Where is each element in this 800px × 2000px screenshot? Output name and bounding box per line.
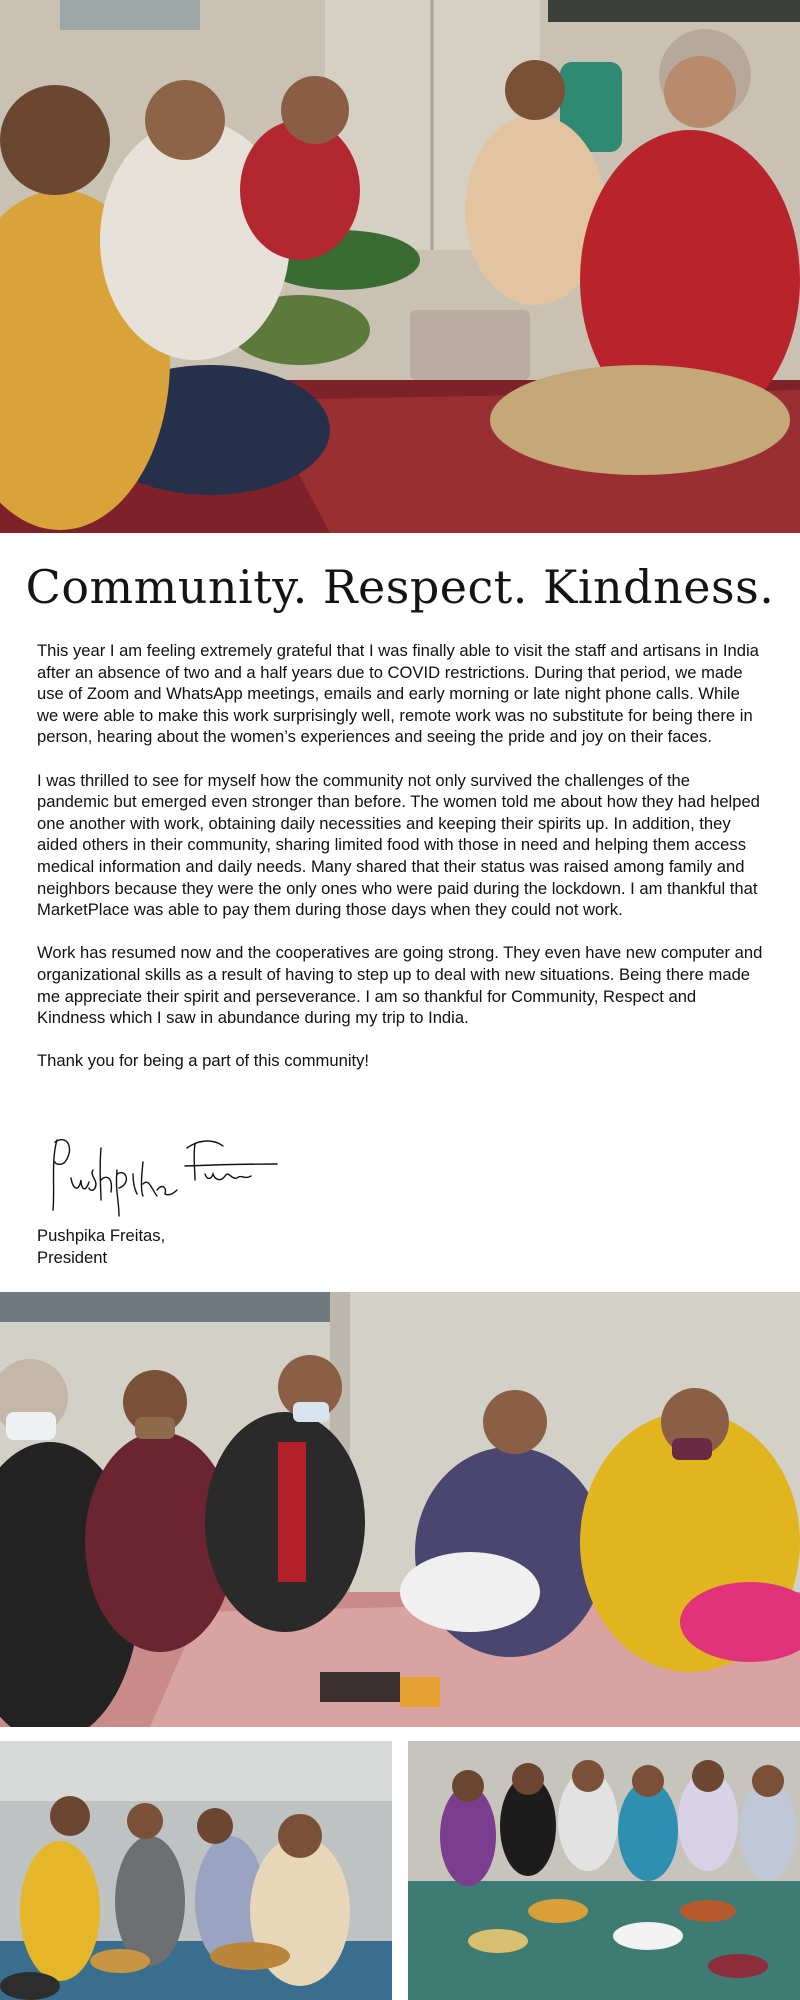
group-photo-women-seated — [0, 1292, 800, 1727]
letter-closing: Thank you for being a part of this community! — [37, 1051, 370, 1071]
signoff — [37, 1225, 165, 1268]
handwritten-signature — [45, 1130, 285, 1220]
letter-paragraph: This year I am feeling extremely grateful that I was finally able to visit the staff and artisans in India after an absence of two and a half years due to COVID restrictions. During that period, we made use of Zoom and WhatsApp meetings, emails and early morning or late night phone calls. While we were able to make this work surprisingly well, remote work was no substitute for being there in person, hearing about the women’s experiences and seeing the pride and joy on their faces. — [37, 641, 759, 747]
photo-kitchen-serving — [0, 1741, 392, 2000]
signer-name: Pushpika Freitas, — [37, 1226, 166, 1245]
photo-shared-meal — [408, 1741, 800, 2000]
letter-paragraph: I was thrilled to see for myself how the community not only survived the challenges of the pandemic but emerged even stronger than before. The women told me about how they had helped one another with work, obtaining daily necessities and keeping their spirits up. In addition, they aided others in their community, sharing limited food with those in need and helping them access medical information and daily needs. Many shared that their status was raised among family and neighbors because they were the only ones who were paid during the lockdown. I am thankful that MarketPlace was able to pay them during those days when they could not work. — [37, 770, 760, 920]
page-title: Community. Respect. Kindness. — [25, 560, 775, 614]
letter-body — [37, 640, 763, 1093]
hero-photo-women-sewing — [0, 0, 800, 533]
letter-paragraph: Work has resumed now and the cooperatives are going strong. They even have new computer and organizational skills as a result of having to step up to deal with new situations. Being there made me appreciate their spirit and perseverance. I am so thankful for Community, Respect and Kindness which I saw in abundance during my trip to India. — [37, 943, 763, 1028]
signer-role: President — [37, 1247, 108, 1267]
